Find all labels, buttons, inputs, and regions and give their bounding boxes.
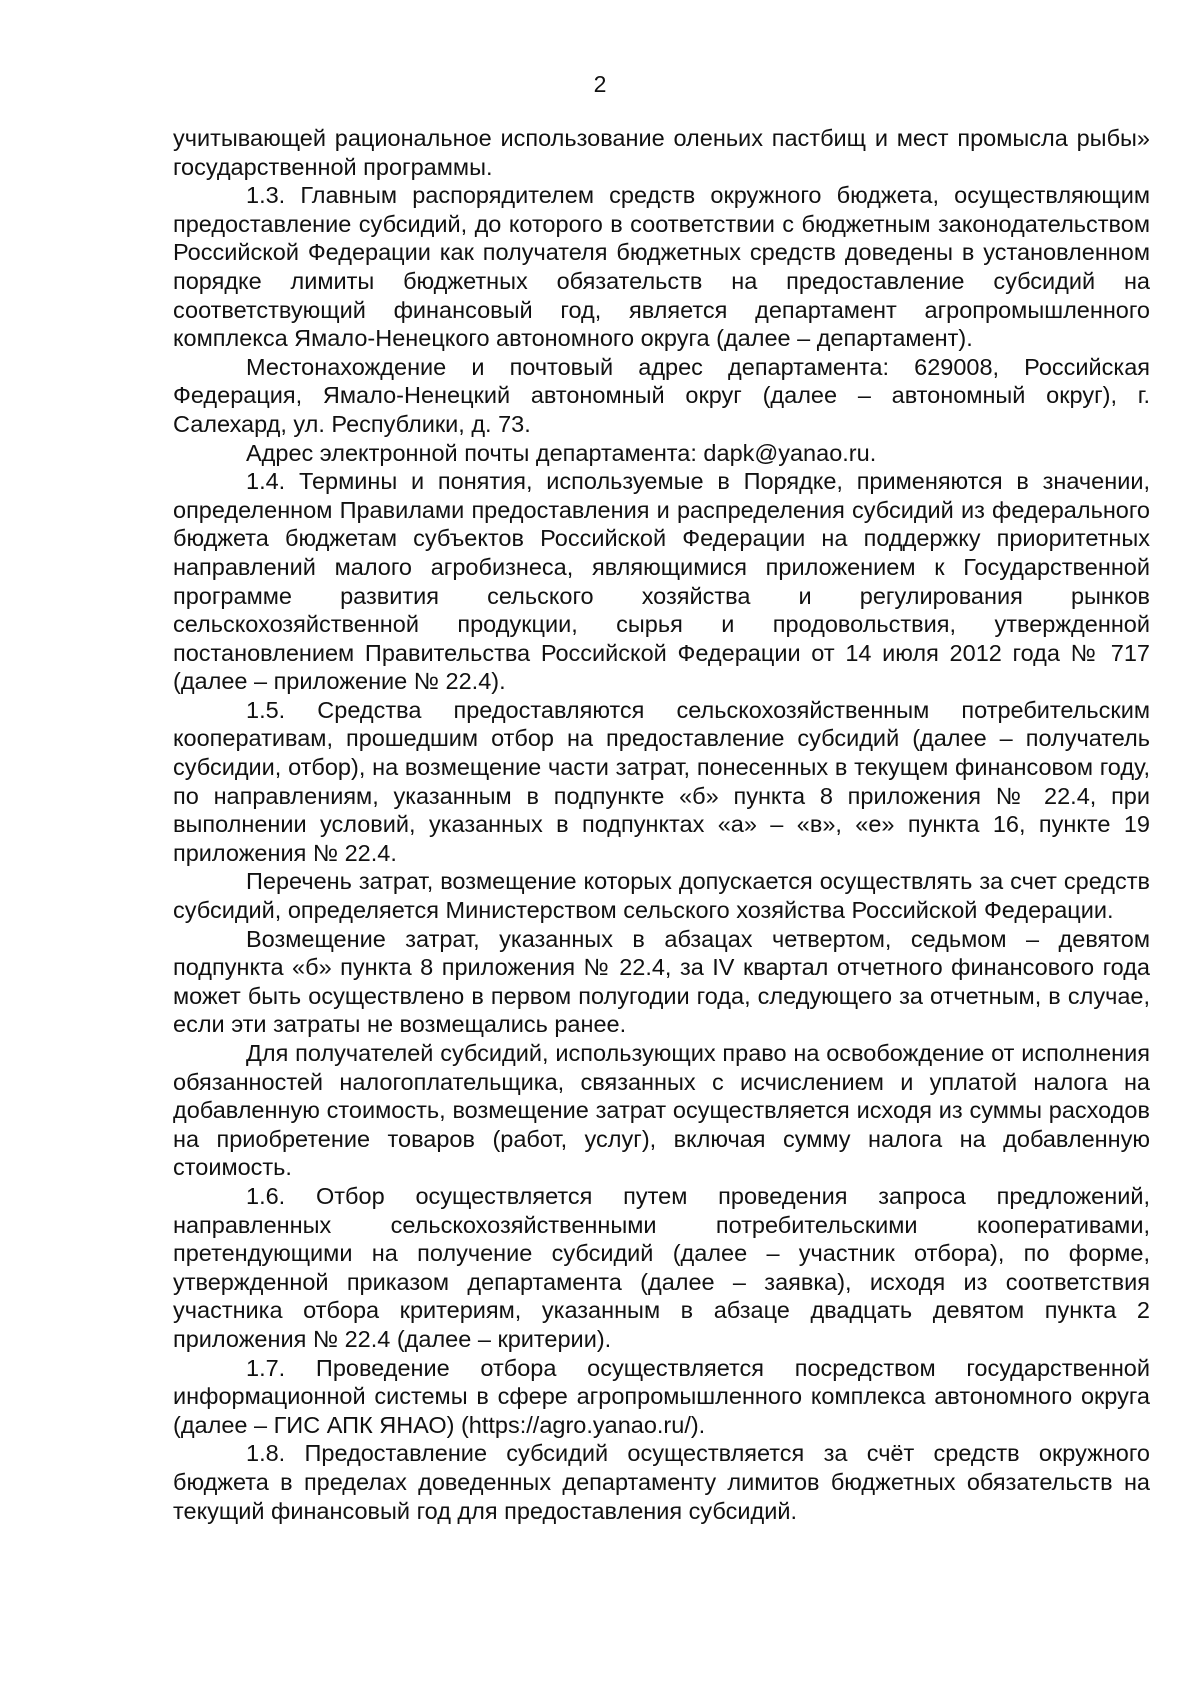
document-body (173, 124, 1150, 1525)
paragraph-continuation: учитывающей рациональное использование оленьих пастбищ и мест промысла рыбы» государственной программы. (173, 125, 1150, 180)
paragraph-vat-exempt: Для получателей субсидий, использующих право на освобождение от исполнения обязанностей налогоплательщика, связанных с исчислением и уплатой налога на добавленную стоимость, возмещение затрат осуществляется исходя из суммы расходов на приобретение товаров (работ, услуг), включая сумму налога на добавленную стоимость. (173, 1040, 1150, 1181)
paragraph-1-8: 1.8. Предоставление субсидий осуществляется за счёт средств окружного бюджета в пределах доведенных департаменту лимитов бюджетных обязательств на текущий финансовый год для предоставления субсидий. (173, 1440, 1150, 1524)
paragraph-expense-list: Перечень затрат, возмещение которых допускается осуществлять за счет средств субсидий, определяется Министерством сельского хозяйства Российской Федерации. (173, 868, 1150, 924)
paragraph-1-4: 1.4. Термины и понятия, используемые в Порядке, применяются в значении, определенном Правилами предоставления и распределения субсидий из федерального бюджета бюджетам субъектов Российской Федерации на поддержку приоритетных направлений малого агробизнеса, являющимися приложением к Государственной программе развития сельского хозяйства и регулирования рынков сельскохозяйственной продукции, сырья и продовольствия, утвержденной постановлением Правительства Российской Федерации от 14 июля 2012 года № 717 (далее – приложение № 22.4). (173, 468, 1150, 695)
paragraph-q4-reimbursement: Возмещение затрат, указанных в абзацах четвертом, седьмом – девятом подпункта «б» пункта 8 приложения № 22.4, за IV квартал отчетного финансового года может быть осуществлено в первом полугодии года, следующего за отчетным, в случае, если эти затраты не возмещались ранее. (173, 925, 1150, 1038)
paragraph-email: Адрес электронной почты департамента: dapk@yanao.ru. (246, 439, 877, 466)
paragraph-address: Местонахождение и почтовый адрес департамента: 629008, Российская Федерация, Ямало-Ненецкий автономный округ (далее – автономный округ), г. Салехард, ул. Республики, д. 73. (173, 353, 1150, 437)
paragraph-1-7: 1.7. Проведение отбора осуществляется посредством государственной информационной системы в сфере агропромышленного комплекса автономного округа (далее – ГИС АПК ЯНАО) (https://agro.yanao.ru/). (173, 1354, 1150, 1438)
paragraph-1-6: 1.6. Отбор осуществляется путем проведения запроса предложений, направленных сельскохозяйственными потребительскими кооперативами, претендующими на получение субсидий (далее – участник отбора), по форме, утвержденной приказом департамента (далее – заявка), исходя из соответствия участника отбора критериям, указанным в абзаце двадцать девятом пункта 2 приложения № 22.4 (далее – критерии). (173, 1182, 1150, 1352)
paragraph-1-5: 1.5. Средства предоставляются сельскохозяйственным потребительским кооперативам, прошедшим отбор на предоставление субсидий (далее – получатель субсидии, отбор), на возмещение части затрат, понесенных в текущем финансовом году, по направлениям, указанным в подпункте «б» пункта 8 приложения № 22.4, при выполнении условий, указанных в подпунктах «а» – «в», «е» пункта 16, пункте 19 приложения № 22.4. (173, 696, 1150, 866)
paragraph-1-3: 1.3. Главным распорядителем средств окружного бюджета, осуществляющим предоставление субсидий, до которого в соответствии с бюджетным законодательством Российской Федерации как получателя бюджетных средств доведены в установленном порядке лимиты бюджетных обязательств на предоставление субсидий на соответствующий финансовый год, является департамент агропромышленного комплекса Ямало-Ненецкого автономного округа (далее – департамент). (173, 182, 1150, 352)
page-number: 2 (593, 71, 607, 97)
